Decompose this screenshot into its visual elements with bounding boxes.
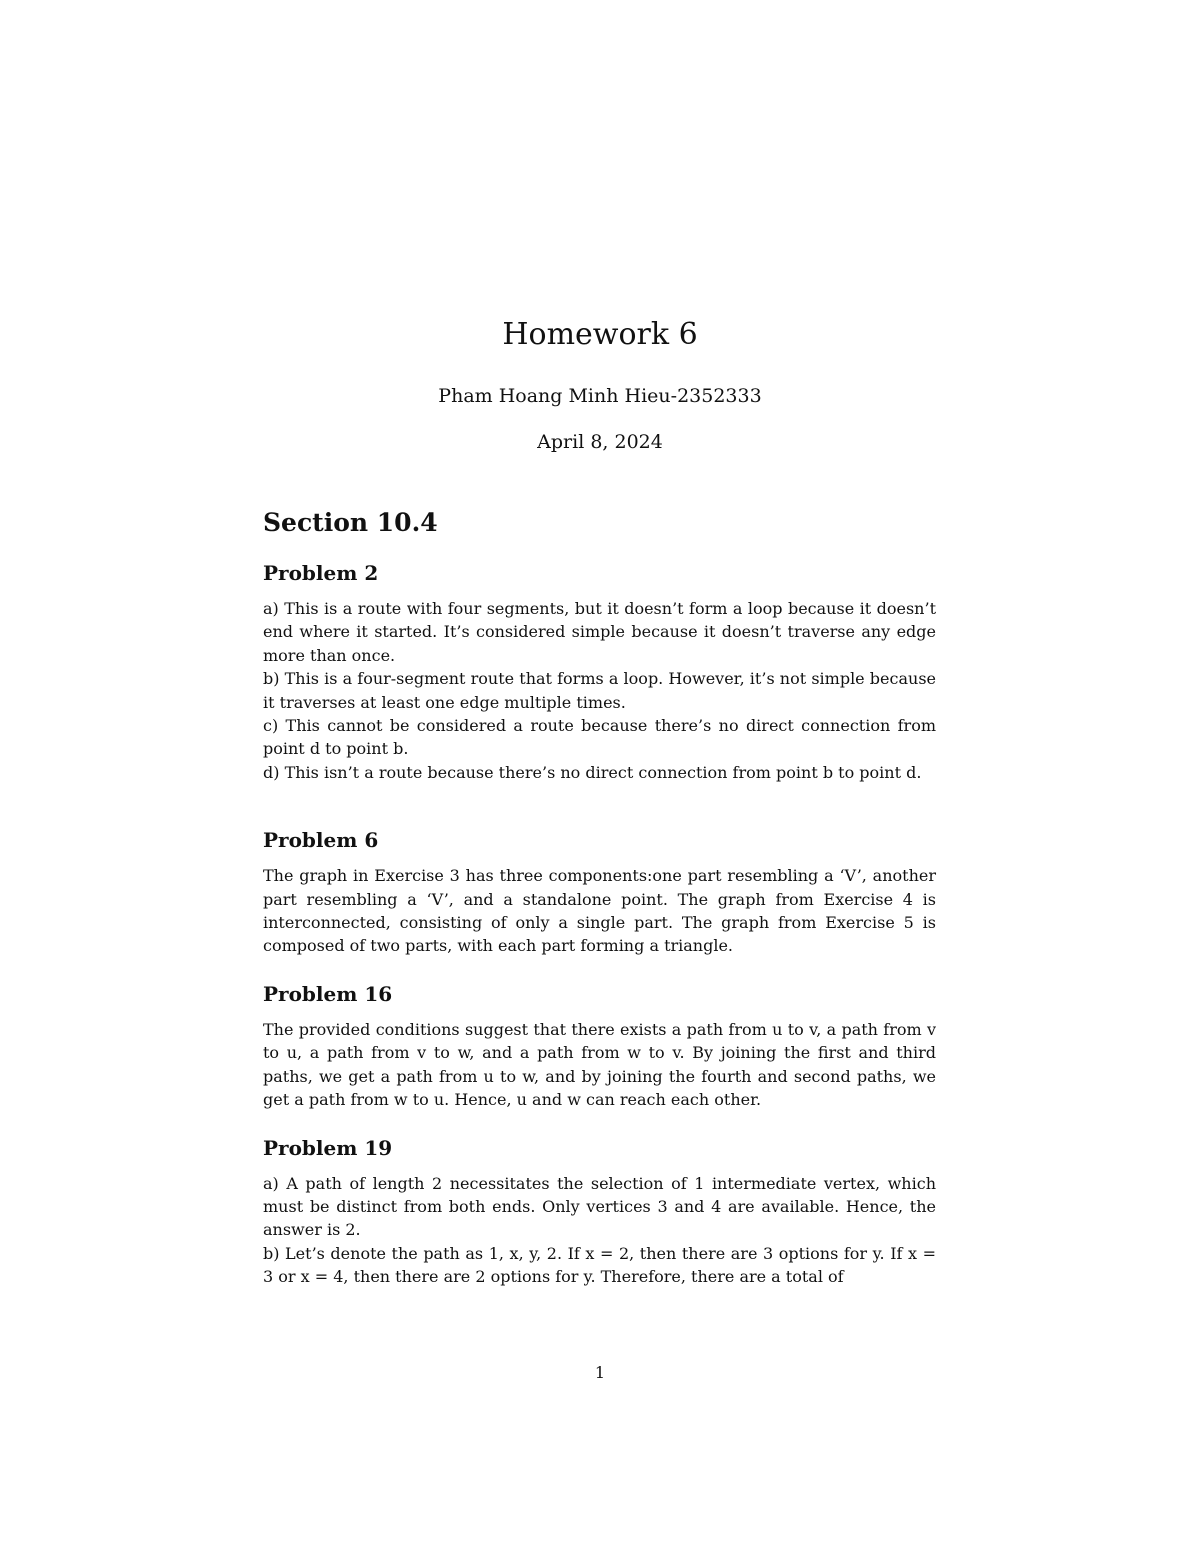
answer-line: c) This cannot be considered a route because there’s no direct connection from point d to point b. <box>263 716 936 759</box>
answer-line: d) This isn’t a route because there’s no direct connection from point b to point d. <box>263 762 922 782</box>
answer-paragraph: The graph in Exercise 3 has three components:one part resembling a ‘V’, another part resembling a ‘V’, and a standalone point. The graph from Exercise 4 is interconnected, consisting of only a single part. The graph from Exercise 5 is composed of two parts, with each part forming a triangle. <box>263 866 936 956</box>
problem-2 <box>263 559 936 784</box>
problem-16 <box>263 980 936 1112</box>
answer-paragraph: The provided conditions suggest that there exists a path from u to v, a path from v to u, a path from v to w, and a path from w to v. By joining the first and third paths, we get a path from u to w, and by joining the fourth and second paths, we get a path from w to u. Hence, u and w can reach each other. <box>263 1019 936 1110</box>
answer-line: b) Let’s denote the path as 1, x, y, 2. If x = 2, then there are 3 options for y. If x = 3 or x = 4, then there are 2 options for y. Therefore, there are a total of <box>263 1243 936 1287</box>
answer-line: b) This is a four-segment route that forms a loop. However, it’s not simple because it traverses at least one edge multiple times. <box>263 669 936 712</box>
problem-heading: Problem 19 <box>263 1135 393 1160</box>
answer-line: a) This is a route with four segments, but it doesn’t form a loop because it doesn’t end where it started. It’s considered simple because it doesn’t traverse any edge more than once. <box>263 599 936 665</box>
problem-heading: Problem 2 <box>263 561 379 585</box>
problem-19 <box>263 1134 936 1289</box>
document-body <box>263 505 936 1311</box>
answer-line: a) A path of length 2 necessitates the selection of 1 intermediate vertex, which must be distinct from both ends. Only vertices 3 and 4 are available. Hence, the answer is 2. <box>263 1173 936 1240</box>
document-date: April 8, 2024 <box>537 431 663 453</box>
page-number: 1 <box>594 1363 606 1382</box>
section-heading: Section 10.4 <box>263 508 438 537</box>
problem-heading: Problem 16 <box>263 981 393 1006</box>
document-author: Pham Hoang Minh Hieu-2352333 <box>438 385 762 407</box>
problem-heading: Problem 6 <box>263 828 379 853</box>
problem-6 <box>263 826 936 958</box>
document-title: Homework 6 <box>502 317 698 352</box>
